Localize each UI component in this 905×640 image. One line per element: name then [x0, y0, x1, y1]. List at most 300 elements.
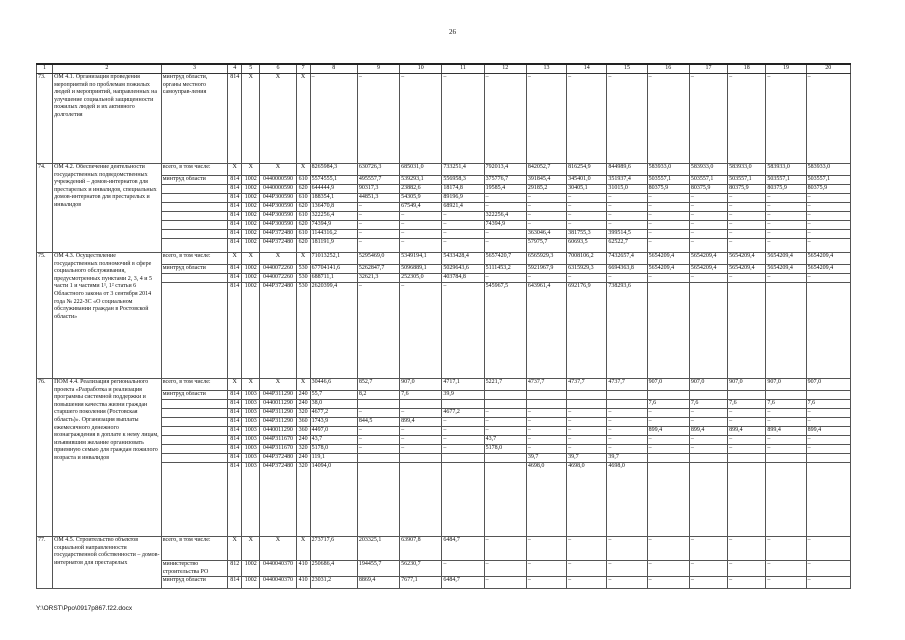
value-cell: – [484, 203, 526, 212]
value-cell: 30446,6 [310, 379, 357, 391]
value-cell: – [647, 74, 689, 164]
value-cell: 907,0 [400, 379, 442, 391]
code-cell: X [260, 253, 296, 265]
code-cell: X [242, 379, 260, 391]
value-cell: 4737,7 [607, 379, 647, 391]
value-cell: – [689, 274, 727, 283]
value-cell: – [647, 239, 689, 253]
value-cell: 5654209,4 [728, 253, 766, 265]
value-cell [689, 391, 727, 400]
value-cell: – [806, 445, 850, 454]
code-cell: 240 [296, 454, 310, 463]
value-cell: – [357, 445, 399, 454]
value-cell [728, 454, 766, 463]
value-cell [484, 391, 526, 400]
value-cell: 55,7 [310, 391, 357, 400]
value-cell: 89196,9 [442, 194, 484, 203]
code-cell: 814 [228, 391, 242, 400]
code-cell: 620 [296, 185, 310, 194]
code-cell: 814 [228, 203, 242, 212]
value-cell: – [484, 230, 526, 239]
value-cell: 5654209,4 [689, 253, 727, 265]
value-cell: 5111453,2 [484, 265, 526, 274]
code-cell: X [296, 537, 310, 561]
value-cell: 71013252,1 [310, 253, 357, 265]
value-cell: – [766, 274, 806, 283]
value-cell: 7,6 [689, 400, 727, 409]
value-cell: – [526, 212, 566, 221]
value-cell: – [728, 436, 766, 445]
value-cell: – [766, 537, 806, 561]
code-cell: X [242, 164, 260, 176]
value-cell: – [484, 239, 526, 253]
value-cell: 23031,2 [310, 577, 357, 589]
value-cell: 4698,0 [567, 463, 607, 537]
value-cell: – [607, 418, 647, 427]
executor-cell: минтруд области [161, 176, 227, 185]
value-cell: 80375,9 [766, 185, 806, 194]
value-cell: – [484, 74, 526, 164]
code-cell: 814 [228, 418, 242, 427]
code-cell: X [228, 253, 242, 265]
value-cell: – [567, 203, 607, 212]
code-cell: 1002 [242, 577, 260, 589]
executor-cell [161, 436, 227, 445]
value-cell: – [607, 194, 647, 203]
value-cell: 503557,1 [806, 176, 850, 185]
code-cell: 1002 [242, 212, 260, 221]
value-cell: – [728, 274, 766, 283]
value-cell: 74394,9 [310, 221, 357, 230]
value-cell: 345401,0 [567, 176, 607, 185]
file-path: Y:\ORST\Ppo\0917p867.f22.docx [36, 605, 133, 612]
value-cell [442, 454, 484, 463]
value-cell: 19585,4 [484, 185, 526, 194]
code-cell: 240 [296, 391, 310, 400]
executor-cell [161, 463, 227, 537]
value-cell [806, 283, 850, 379]
column-number: 2 [53, 64, 162, 74]
value-cell: 322256,4 [484, 212, 526, 221]
value-cell: 68921,4 [442, 203, 484, 212]
code-cell: 530 [296, 265, 310, 274]
code-cell: X [260, 537, 296, 561]
executor-cell: всего, в том числе: [161, 537, 227, 561]
value-cell: – [689, 239, 727, 253]
column-number: 14 [567, 64, 607, 74]
value-cell [806, 463, 850, 537]
value-cell: 136470,8 [310, 203, 357, 212]
code-cell: 814 [228, 274, 242, 283]
code-cell: 610 [296, 194, 310, 203]
code-cell: 1002 [242, 185, 260, 194]
code-cell: 1002 [242, 239, 260, 253]
value-cell: – [400, 436, 442, 445]
value-cell [526, 400, 566, 409]
column-number: 11 [442, 64, 484, 74]
value-cell: 63907,8 [400, 537, 442, 561]
value-cell: 907,0 [728, 379, 766, 391]
value-cell: – [357, 221, 399, 230]
value-cell: – [607, 409, 647, 418]
value-cell: – [442, 74, 484, 164]
measure-name: ОМ 4.5. Строительство объектов социальной направленности государственной собственности – домов-интернатов для престарелых [53, 537, 162, 589]
value-cell: – [728, 221, 766, 230]
value-cell: – [607, 212, 647, 221]
value-cell: – [526, 537, 566, 561]
code-cell: 410 [296, 577, 310, 589]
value-cell: – [442, 221, 484, 230]
code-cell: 1003 [242, 409, 260, 418]
value-cell: 250686,4 [310, 561, 357, 577]
value-cell: 503557,1 [728, 176, 766, 185]
value-cell [806, 454, 850, 463]
value-cell [766, 454, 806, 463]
value-cell: 5921967,9 [526, 265, 566, 274]
value-cell [484, 463, 526, 537]
code-cell: X [296, 253, 310, 265]
code-cell: 0440040370 [260, 561, 296, 577]
executor-cell: минтруд области [161, 391, 227, 400]
value-cell: 39,7 [567, 454, 607, 463]
code-cell: 1002 [242, 230, 260, 239]
value-cell: 685031,0 [400, 164, 442, 176]
code-cell: X [260, 164, 296, 176]
value-cell: 188354,1 [310, 194, 357, 203]
column-number: 19 [766, 64, 806, 74]
value-cell: 816254,9 [567, 164, 607, 176]
column-number: 6 [260, 64, 296, 74]
value-cell: – [766, 418, 806, 427]
value-cell: 7008106,2 [567, 253, 607, 265]
value-cell: 503557,1 [766, 176, 806, 185]
value-cell: 844989,6 [607, 164, 647, 176]
measure-name: ОМ 4.2. Обеспечение деятельности государственных подведомственных учреждений – домов-интернатов для престарелых и инвалидов, специальных домов-интернатов для престарелых и инвалидов [53, 164, 162, 253]
value-cell: – [442, 445, 484, 454]
value-cell: 5574555,1 [310, 176, 357, 185]
value-cell: 5349194,1 [400, 253, 442, 265]
value-cell: 539293,1 [400, 176, 442, 185]
header-row [37, 64, 851, 74]
value-cell [766, 391, 806, 400]
value-cell: – [806, 230, 850, 239]
value-cell: – [567, 221, 607, 230]
value-cell: – [647, 445, 689, 454]
row-number: 75. [37, 253, 53, 379]
code-cell: 044Р372480 [260, 283, 296, 379]
value-cell: 495557,7 [357, 176, 399, 185]
value-cell: – [484, 409, 526, 418]
code-cell: 1002 [242, 194, 260, 203]
value-cell: 8869,4 [357, 577, 399, 589]
value-cell [806, 391, 850, 400]
value-cell: – [357, 427, 399, 436]
value-cell [400, 454, 442, 463]
executor-cell [161, 427, 227, 436]
value-cell: 7432657,4 [607, 253, 647, 265]
value-cell: – [806, 577, 850, 589]
code-cell: 814 [228, 185, 242, 194]
value-cell: 39,7 [526, 454, 566, 463]
column-number: 4 [228, 64, 242, 74]
value-cell: – [647, 561, 689, 577]
executor-cell [161, 239, 227, 253]
code-cell: 044Р300590 [260, 203, 296, 212]
value-cell: 80375,9 [728, 185, 766, 194]
value-cell: 7,6 [766, 400, 806, 409]
value-cell: 6484,7 [442, 577, 484, 589]
value-cell: – [766, 561, 806, 577]
value-cell: – [689, 537, 727, 561]
value-cell: 6565929,3 [526, 253, 566, 265]
value-cell: 31015,0 [607, 185, 647, 194]
value-cell: – [400, 283, 442, 379]
code-cell: 1002 [242, 221, 260, 230]
executor-cell [161, 454, 227, 463]
code-cell: 044Р311290 [260, 409, 296, 418]
value-cell [647, 283, 689, 379]
value-cell [766, 283, 806, 379]
value-cell: – [728, 577, 766, 589]
column-number: 3 [161, 64, 227, 74]
value-cell: 6315929,3 [567, 265, 607, 274]
value-cell: – [766, 409, 806, 418]
value-cell: 899,4 [400, 418, 442, 427]
value-cell [647, 463, 689, 537]
value-cell: 381755,3 [567, 230, 607, 239]
value-cell: – [607, 427, 647, 436]
executor-cell [161, 274, 227, 283]
value-cell: 29185,2 [526, 185, 566, 194]
value-cell: 5654209,4 [806, 265, 850, 274]
value-cell: 67704141,6 [310, 265, 357, 274]
value-cell: 56230,7 [400, 561, 442, 577]
value-cell: – [567, 427, 607, 436]
value-cell: 5657420,7 [484, 253, 526, 265]
value-cell: – [806, 212, 850, 221]
executor-cell [161, 203, 227, 212]
code-cell: 0440000590 [260, 185, 296, 194]
value-cell: 852,7 [357, 379, 399, 391]
value-cell: – [442, 561, 484, 577]
value-cell: – [806, 409, 850, 418]
column-number: 8 [310, 64, 357, 74]
value-cell: – [484, 577, 526, 589]
value-cell: – [647, 537, 689, 561]
page-number: 26 [449, 28, 456, 36]
value-cell: 23882,6 [400, 185, 442, 194]
code-cell: 0440072260 [260, 274, 296, 283]
executor-cell [161, 212, 227, 221]
code-cell: 814 [228, 176, 242, 185]
value-cell: 5096889,1 [400, 265, 442, 274]
code-cell: 814 [228, 74, 242, 164]
code-cell: 814 [228, 239, 242, 253]
code-cell: 814 [228, 427, 242, 436]
value-cell: 119,1 [310, 454, 357, 463]
value-cell: 738293,6 [607, 283, 647, 379]
code-cell: 814 [228, 230, 242, 239]
value-cell: 1144316,2 [310, 230, 357, 239]
value-cell: – [526, 74, 566, 164]
value-cell: – [442, 239, 484, 253]
code-cell: X [228, 379, 242, 391]
column-number: 17 [689, 64, 727, 74]
value-cell: – [400, 239, 442, 253]
value-cell: 375776,7 [484, 176, 526, 185]
value-cell: – [607, 74, 647, 164]
value-cell: 7,6 [647, 400, 689, 409]
code-cell: 620 [296, 239, 310, 253]
value-cell: 4677,2 [442, 409, 484, 418]
value-cell: 39,9 [442, 391, 484, 400]
code-cell: X [260, 379, 296, 391]
value-cell: – [607, 274, 647, 283]
row-number: 77. [37, 537, 53, 589]
value-cell: – [567, 577, 607, 589]
value-cell: 1743,9 [310, 418, 357, 427]
column-number: 13 [526, 64, 566, 74]
code-cell: X [242, 537, 260, 561]
code-cell: 0440072260 [260, 265, 296, 274]
executor-cell [161, 185, 227, 194]
code-cell: 814 [228, 409, 242, 418]
value-cell: – [806, 239, 850, 253]
value-cell: 4698,0 [607, 463, 647, 537]
value-cell: – [400, 212, 442, 221]
value-cell: – [689, 409, 727, 418]
value-cell: – [357, 212, 399, 221]
value-cell: – [607, 203, 647, 212]
executor-cell [161, 445, 227, 454]
executor-cell [161, 194, 227, 203]
value-cell: 503557,1 [647, 176, 689, 185]
value-cell: – [766, 221, 806, 230]
value-cell: 80375,9 [806, 185, 850, 194]
code-cell: 1003 [242, 445, 260, 454]
code-cell: 044Р300590 [260, 221, 296, 230]
value-cell: 322256,4 [310, 212, 357, 221]
value-cell: – [526, 427, 566, 436]
value-cell: 5654209,4 [647, 265, 689, 274]
value-cell: 38,0 [310, 400, 357, 409]
value-cell: 5262847,7 [357, 265, 399, 274]
code-cell: 814 [228, 212, 242, 221]
table-row [37, 74, 851, 164]
value-cell: – [806, 203, 850, 212]
value-cell: 4698,0 [526, 463, 566, 537]
table-row [37, 379, 851, 391]
value-cell: – [689, 561, 727, 577]
column-number: 12 [484, 64, 526, 74]
value-cell: 14094,0 [310, 463, 357, 537]
value-cell [728, 391, 766, 400]
code-cell: 812 [228, 561, 242, 577]
code-cell: 620 [296, 203, 310, 212]
executor-cell: минтруд области [161, 265, 227, 274]
value-cell: – [567, 561, 607, 577]
value-cell: – [357, 203, 399, 212]
value-cell: – [766, 577, 806, 589]
executor-cell: минтруд области [161, 577, 227, 589]
value-cell: – [526, 194, 566, 203]
value-cell: 899,4 [806, 427, 850, 436]
value-cell: – [689, 74, 727, 164]
value-cell: – [357, 409, 399, 418]
value-cell: – [357, 239, 399, 253]
value-cell: – [689, 221, 727, 230]
value-cell: 583933,0 [689, 164, 727, 176]
code-cell: 044Р311670 [260, 445, 296, 454]
value-cell: 62522,7 [607, 239, 647, 253]
value-cell: – [484, 561, 526, 577]
value-cell: – [442, 427, 484, 436]
value-cell: – [607, 561, 647, 577]
code-cell: 530 [296, 274, 310, 283]
code-cell: 044Р311290 [260, 418, 296, 427]
value-cell [567, 400, 607, 409]
value-cell: – [526, 445, 566, 454]
value-cell: – [357, 283, 399, 379]
code-cell: 610 [296, 212, 310, 221]
value-cell: – [567, 445, 607, 454]
executor-cell [161, 230, 227, 239]
value-cell: 7677,1 [400, 577, 442, 589]
budget-table [36, 63, 851, 589]
value-cell: 5654209,4 [689, 265, 727, 274]
value-cell: – [766, 239, 806, 253]
code-cell: 0440011290 [260, 427, 296, 436]
value-cell: – [689, 577, 727, 589]
executor-cell: министерство строительства РО [161, 561, 227, 577]
column-number: 5 [242, 64, 260, 74]
value-cell: – [647, 274, 689, 283]
value-cell: – [567, 194, 607, 203]
code-cell: 044Р311670 [260, 436, 296, 445]
value-cell: – [689, 445, 727, 454]
value-cell: – [689, 212, 727, 221]
row-number: 73. [37, 74, 53, 164]
value-cell [689, 454, 727, 463]
executor-cell: всего, в том числе: [161, 253, 227, 265]
value-cell: – [484, 537, 526, 561]
value-cell: – [526, 409, 566, 418]
value-cell: 57975,7 [526, 239, 566, 253]
value-cell: 67549,4 [400, 203, 442, 212]
code-cell: 1002 [242, 274, 260, 283]
code-cell: 1003 [242, 391, 260, 400]
executor-cell [161, 221, 227, 230]
code-cell: 1002 [242, 283, 260, 379]
value-cell: – [400, 74, 442, 164]
value-cell: 583933,0 [647, 164, 689, 176]
value-cell [400, 400, 442, 409]
code-cell: 320 [296, 463, 310, 537]
code-cell: 240 [296, 436, 310, 445]
executor-cell: минтруд области, органы местного самоуправ-ления [161, 74, 227, 164]
code-cell: 814 [228, 463, 242, 537]
value-cell: 545967,5 [484, 283, 526, 379]
value-cell: – [484, 418, 526, 427]
column-number: 18 [728, 64, 766, 74]
value-cell: – [647, 203, 689, 212]
value-cell [442, 463, 484, 537]
column-number: 10 [400, 64, 442, 74]
code-cell: 814 [228, 194, 242, 203]
value-cell: 792013,4 [484, 164, 526, 176]
value-cell: – [766, 230, 806, 239]
value-cell: 583933,0 [728, 164, 766, 176]
